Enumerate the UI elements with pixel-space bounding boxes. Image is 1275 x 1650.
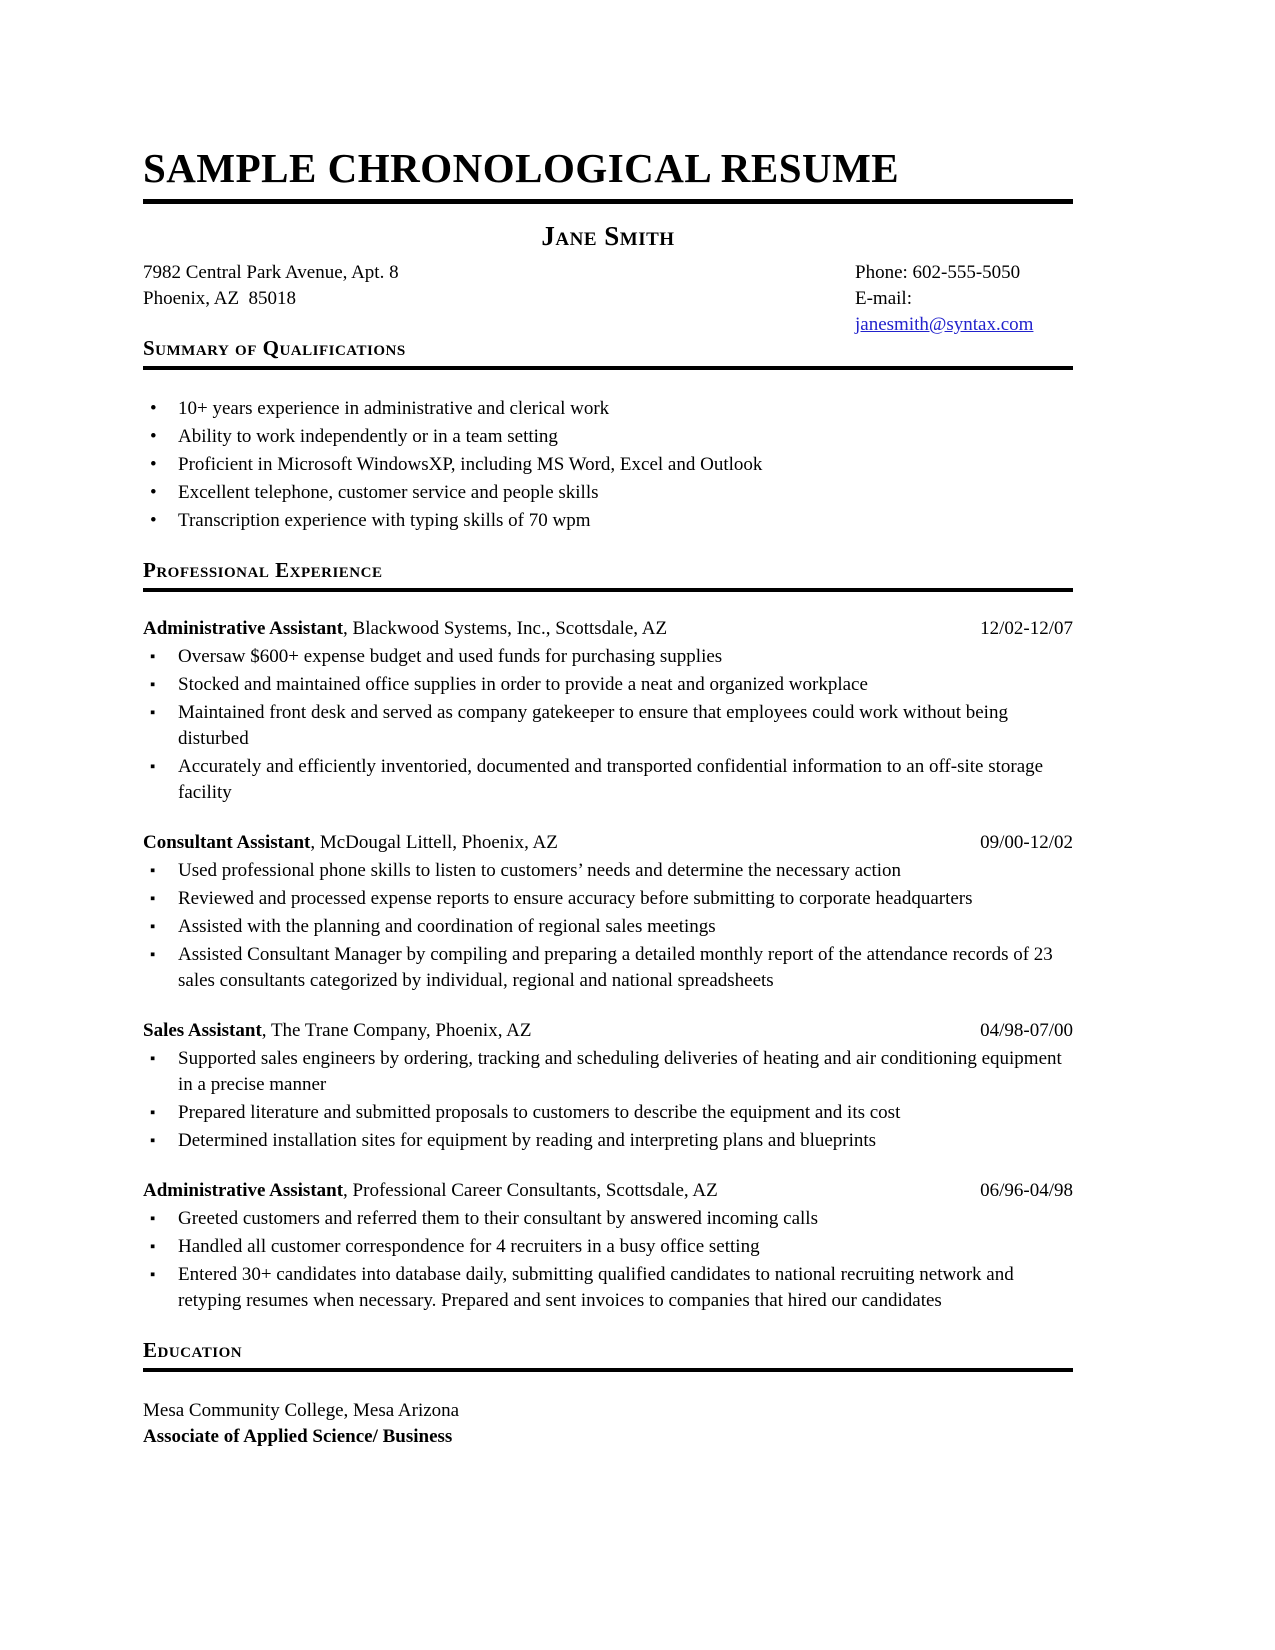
job-company: , Blackwood Systems, Inc., Scottsdale, AZ [343,618,668,639]
job-bullet-text: Entered 30+ candidates into database daily, submitting qualified candidates to national recruiting network and retyping resumes when necessary. Prepared and sent invoices to companies that hired our candidates [178,1264,1014,1311]
job-company: , McDougal Littell, Phoenix, AZ [310,832,558,853]
list-item [143,644,1073,670]
address-line-2: Phoenix, AZ 85018 [143,288,297,309]
job-bullet-text: Supported sales engineers by ordering, tracking and scheduling deliveries of heating and air conditioning equipment in a precise manner [178,1048,1062,1095]
bullet-square-icon: ▪ [150,1133,156,1149]
address-line-1: 7982 Central Park Avenue, Apt. 8 [143,262,399,283]
job-bullet-text: Used professional phone skills to listen to customers’ needs and determine the necessary action [178,860,902,881]
bullet-square-icon: ▪ [150,705,156,721]
list-item [143,1100,1073,1126]
list-item [143,942,1073,994]
job-bullet-text: Oversaw $600+ expense budget and used funds for purchasing supplies [178,646,723,667]
contact-block [143,260,1073,335]
job-header [143,1018,1073,1044]
degree-name: Associate of Applied Science/ Business [143,1426,453,1447]
section-heading-education: Education [143,1338,1073,1372]
job-title: Administrative Assistant [143,618,344,639]
email-link[interactable]: janesmith@syntax.com [855,314,1034,335]
list-item [143,1128,1073,1154]
list-item [143,424,1073,450]
list-item [143,886,1073,912]
job-title: Administrative Assistant [143,1180,344,1201]
list-item [143,1046,1073,1098]
job-title: Sales Assistant [143,1020,262,1041]
job-company: , Professional Career Consultants, Scottsdale, AZ [343,1180,718,1201]
job-title-line [143,830,558,856]
section-heading-summary: Summary of Qualifications [143,336,1073,370]
bullet-dot-icon: • [150,454,157,475]
job-bullet-list [143,1206,1073,1314]
job-dates: 04/98-07/00 [980,1020,1073,1041]
education-block [143,1398,1073,1450]
section-heading-experience: Professional Experience [143,558,1073,592]
summary-bullet-text: 10+ years experience in administrative and clerical work [178,398,610,419]
job-bullet-text: Greeted customers and referred them to their consultant by answered incoming calls [178,1208,818,1229]
job-entry [143,616,1073,806]
job-company: , The Trane Company, Phoenix, AZ [261,1020,532,1041]
phone-line [855,260,1073,286]
list-item [143,700,1073,752]
list-item [143,754,1073,806]
bullet-square-icon: ▪ [150,1105,156,1121]
job-header [143,830,1073,856]
summary-bullet-text: Excellent telephone, customer service and people skills [178,482,599,503]
bullet-dot-icon: • [150,510,157,531]
job-header [143,1178,1073,1204]
job-dates: 12/02-12/07 [980,618,1073,639]
bullet-dot-icon: • [150,398,157,419]
page-title: SAMPLE CHRONOLOGICAL RESUME [143,145,1073,204]
list-item [143,858,1073,884]
job-bullet-text: Stocked and maintained office supplies in order to provide a neat and organized workplace [178,674,868,695]
job-entry [143,1018,1073,1154]
job-header [143,616,1073,642]
list-item [143,1262,1073,1314]
phone-label: Phone: [855,262,913,283]
bullet-square-icon: ▪ [150,947,156,963]
summary-bullet-list [143,396,1073,534]
job-bullet-text: Assisted Consultant Manager by compiling and preparing a detailed monthly report of the attendance records of 23 sales consultants categorized by individual, regional and national spreadsheets [178,944,1053,991]
job-dates: 09/00-12/02 [980,832,1073,853]
candidate-name: Jane Smith [541,221,675,251]
phone-value: 602-555-5050 [912,262,1021,283]
list-item [143,508,1073,534]
job-bullet-list [143,1046,1073,1154]
bullet-square-icon: ▪ [150,863,156,879]
bullet-dot-icon: • [150,482,157,503]
job-title-line [143,1178,718,1204]
job-bullet-text: Handled all customer correspondence for 4 recruiters in a busy office setting [178,1236,760,1257]
job-dates: 06/96-04/98 [980,1180,1073,1201]
job-bullet-text: Assisted with the planning and coordination of regional sales meetings [178,916,716,937]
bullet-square-icon: ▪ [150,759,156,775]
job-entry [143,1178,1073,1314]
bullet-square-icon: ▪ [150,677,156,693]
job-bullet-list [143,644,1073,806]
email-line [855,286,1073,338]
job-bullet-text: Prepared literature and submitted proposals to customers to describe the equipment and its cost [178,1102,901,1123]
list-item [143,452,1073,478]
bullet-square-icon: ▪ [150,1051,156,1067]
bullet-square-icon: ▪ [150,1239,156,1255]
summary-bullet-text: Proficient in Microsoft WindowsXP, including MS Word, Excel and Outlook [178,454,763,475]
list-item [143,1234,1073,1260]
bullet-square-icon: ▪ [150,891,156,907]
list-item [143,396,1073,422]
bullet-square-icon: ▪ [150,1267,156,1283]
list-item [143,1206,1073,1232]
list-item [143,914,1073,940]
job-bullet-text: Reviewed and processed expense reports to ensure accuracy before submitting to corporate headquarters [178,888,973,909]
summary-bullet-text: Transcription experience with typing skills of 70 wpm [178,510,591,531]
job-entry [143,830,1073,994]
job-bullet-text: Maintained front desk and served as company gatekeeper to ensure that employees could work without being disturbed [178,702,1008,749]
bullet-square-icon: ▪ [150,919,156,935]
job-bullet-text: Accurately and efficiently inventoried, documented and transported confidential information to an off-site storage facility [178,756,1044,803]
school-name: Mesa Community College, Mesa Arizona [143,1400,460,1421]
phone-email-block [855,260,1073,338]
job-bullet-list [143,858,1073,994]
job-title: Consultant Assistant [143,832,311,853]
summary-bullet-text: Ability to work independently or in a team setting [178,426,558,447]
job-title-line [143,616,667,642]
bullet-dot-icon: • [150,426,157,447]
bullet-square-icon: ▪ [150,649,156,665]
email-label: E-mail: [855,288,917,309]
bullet-square-icon: ▪ [150,1211,156,1227]
job-bullet-text: Determined installation sites for equipment by reading and interpreting plans and blueprints [178,1130,877,1151]
list-item [143,672,1073,698]
job-title-line [143,1018,531,1044]
list-item [143,480,1073,506]
